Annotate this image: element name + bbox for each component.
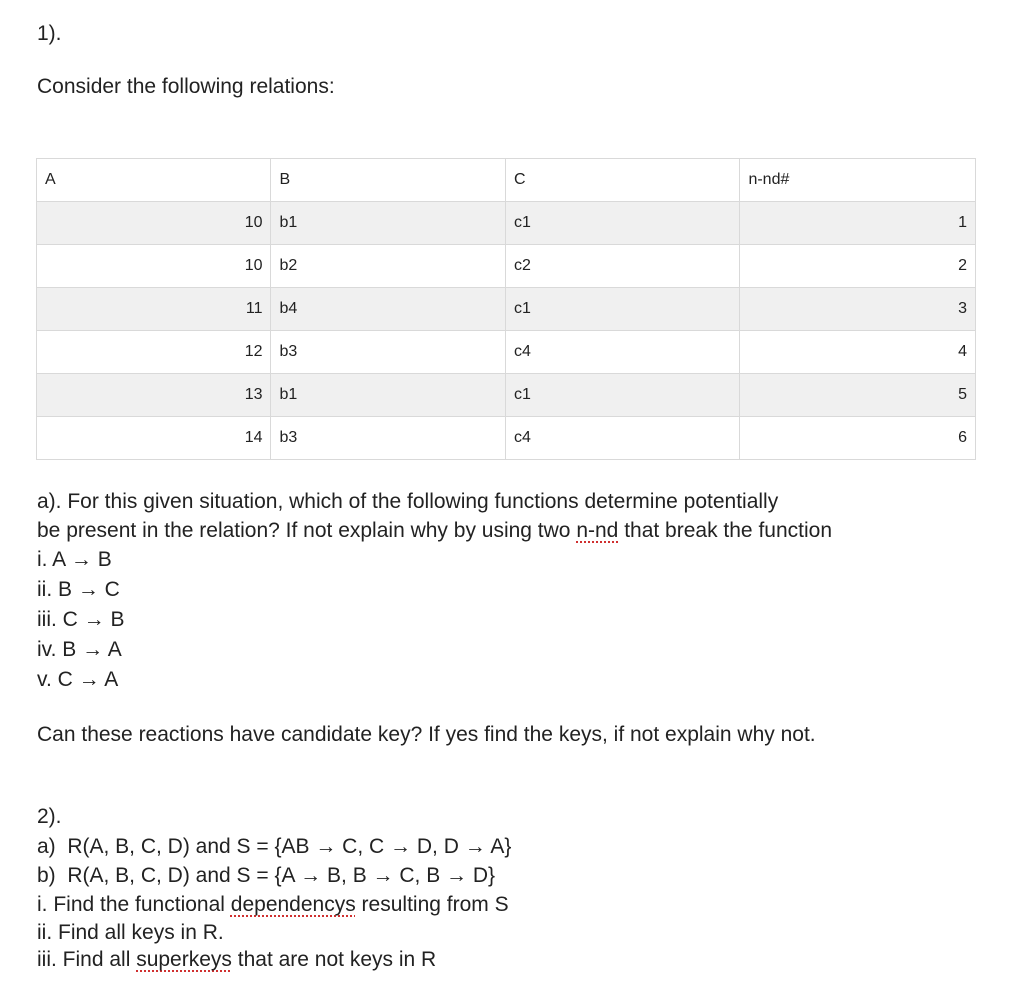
option-item: ii. B → C [37,578,120,601]
question-a-line2-pre: be present in the relation? If not explain why by using two [37,519,577,542]
table-header-row [37,159,976,202]
table-row [37,417,976,460]
cell-b: b4 [271,288,505,331]
part2-line-iii [37,945,436,974]
part2-line-b: b) R(A, B, C, D) and S = {A → B, B → C, B → D} [37,864,496,887]
cell-b: b1 [271,374,505,417]
part2-line-i-post: resulting from S [355,893,509,916]
spellcheck-term-dependencys: dependencys [230,893,356,916]
cell-c: c4 [505,331,739,374]
cell-c: c4 [505,417,739,460]
part2-line-ii: ii. Find all keys in R. [37,921,224,944]
table-row [37,202,976,245]
table-row [37,331,976,374]
cell-a: 10 [37,245,271,288]
cell-n-nd: 6 [740,417,976,460]
cell-n-nd: 1 [740,202,976,245]
cell-c: c1 [505,288,739,331]
part2-line-a: a) R(A, B, C, D) and S = {AB → C, C → D, D → A} [37,835,512,858]
option-item: iii. C → B [37,608,125,631]
cell-c: c1 [505,202,739,245]
table-row [37,288,976,331]
header-c: C [505,159,739,202]
cell-a: 10 [37,202,271,245]
cell-b: b2 [271,245,505,288]
header-n-nd: n-nd# [740,159,976,202]
cell-n-nd: 2 [740,245,976,288]
cell-b: b1 [271,202,505,245]
relation-table [36,158,976,460]
cell-c: c2 [505,245,739,288]
question-a-line2-post: that break the function [618,519,832,542]
option-item: i. A → B [37,548,112,571]
part2-heading: 2). [37,805,62,828]
cell-a: 14 [37,417,271,460]
cell-n-nd: 4 [740,331,976,374]
cell-a: 13 [37,374,271,417]
cell-a: 12 [37,331,271,374]
part2-line-i-pre: i. Find the functional [37,893,231,916]
table-row [37,245,976,288]
question-a-line1: a). For this given situation, which of the following functions determine potentially [37,490,779,513]
cell-a: 11 [37,288,271,331]
cell-c: c1 [505,374,739,417]
part1-heading: 1). [37,22,62,45]
part2-line-i [37,890,509,919]
cell-b: b3 [271,417,505,460]
candidate-key-question: Can these reactions have candidate key? If yes find the keys, if not explain why not. [37,723,816,746]
intro-text: Consider the following relations: [37,75,335,98]
header-b: B [271,159,505,202]
header-a: A [37,159,271,202]
part2-line-iii-pre: iii. Find all [37,948,137,971]
question-a-line2 [37,516,832,545]
cell-n-nd: 3 [740,288,976,331]
part2-line-iii-post: that are not keys in R [231,948,437,971]
cell-n-nd: 5 [740,374,976,417]
spellcheck-term-n-nd: n-nd [576,519,619,542]
spellcheck-term-superkeys: superkeys [136,948,232,971]
option-item: iv. B → A [37,638,122,661]
table-row [37,374,976,417]
cell-b: b3 [271,331,505,374]
option-item: v. C → A [37,668,119,691]
